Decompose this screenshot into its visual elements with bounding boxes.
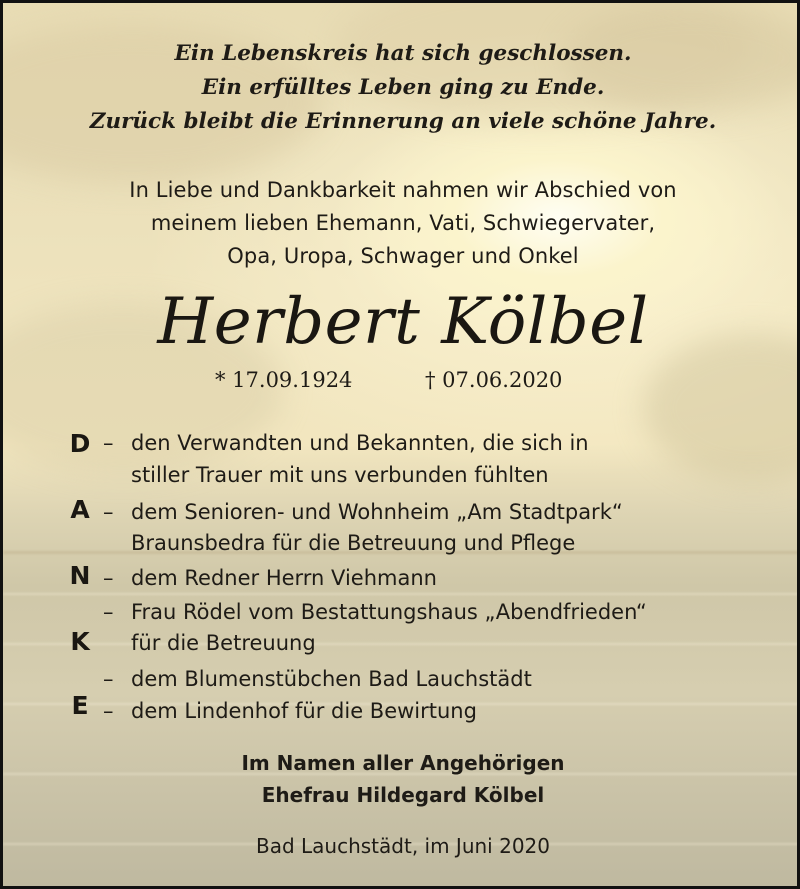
place-date: Bad Lauchstädt, im Juni 2020	[255, 834, 550, 858]
intro-line: In Liebe und Dankbarkeit nahmen wir Abschied von	[129, 178, 677, 202]
danke-letter-k: K	[70, 627, 90, 656]
dash: –	[103, 667, 114, 691]
dash: –	[103, 699, 114, 723]
danke-item-text: dem Redner Herrn Viehmann	[131, 566, 437, 590]
danke-item-text: dem Blumenstübchen Bad Lauchstädt	[131, 667, 532, 691]
dash: –	[103, 600, 114, 624]
danke-item-text: den Verwandten und Bekannten, die sich in	[131, 431, 589, 455]
signoff-name: Ehefrau Hildegard Kölbel	[261, 783, 545, 807]
motto-line: Ein Lebenskreis hat sich geschlossen.	[174, 41, 632, 66]
signoff	[3, 747, 800, 811]
danke-item-text: dem Senioren- und Wohnheim „Am Stadtpark“	[131, 500, 623, 524]
danke-item-text: dem Lindenhof für die Bewirtung	[131, 699, 477, 723]
signoff-line: Im Namen aller Angehörigen	[241, 751, 565, 775]
dash: –	[103, 500, 114, 524]
intro-line: meinem lieben Ehemann, Vati, Schwiegervater,	[150, 211, 656, 235]
danke-letter-d: D	[69, 429, 91, 458]
danke-letter-e: E	[71, 691, 89, 720]
danke-letter-a: A	[70, 495, 90, 524]
motto-line: Ein erfülltes Leben ging zu Ende.	[201, 75, 605, 100]
sea-wave	[3, 643, 800, 645]
dash: –	[103, 431, 114, 455]
danke-item-text: stiller Trauer mit uns verbunden fühlten	[131, 463, 549, 487]
birth-date: * 17.09.1924	[215, 368, 353, 392]
intro-text	[3, 174, 800, 273]
danke-item-text: Frau Rödel vom Bestattungshaus „Abendfrieden“	[131, 600, 647, 624]
motto-line: Zurück bleibt die Erinnerung an viele schöne Jahre.	[89, 109, 717, 134]
deceased-name: Herbert Kölbel	[157, 285, 649, 359]
intro-line: Opa, Uropa, Schwager und Onkel	[227, 244, 579, 268]
dash: –	[103, 566, 114, 590]
motto	[3, 37, 800, 139]
danke-item-text: für die Betreuung	[131, 631, 316, 655]
danke-letter-n: N	[69, 561, 91, 590]
death-date: † 07.06.2020	[425, 368, 563, 392]
danke-item-text: Braunsbedra für die Betreuung und Pflege	[131, 531, 576, 555]
